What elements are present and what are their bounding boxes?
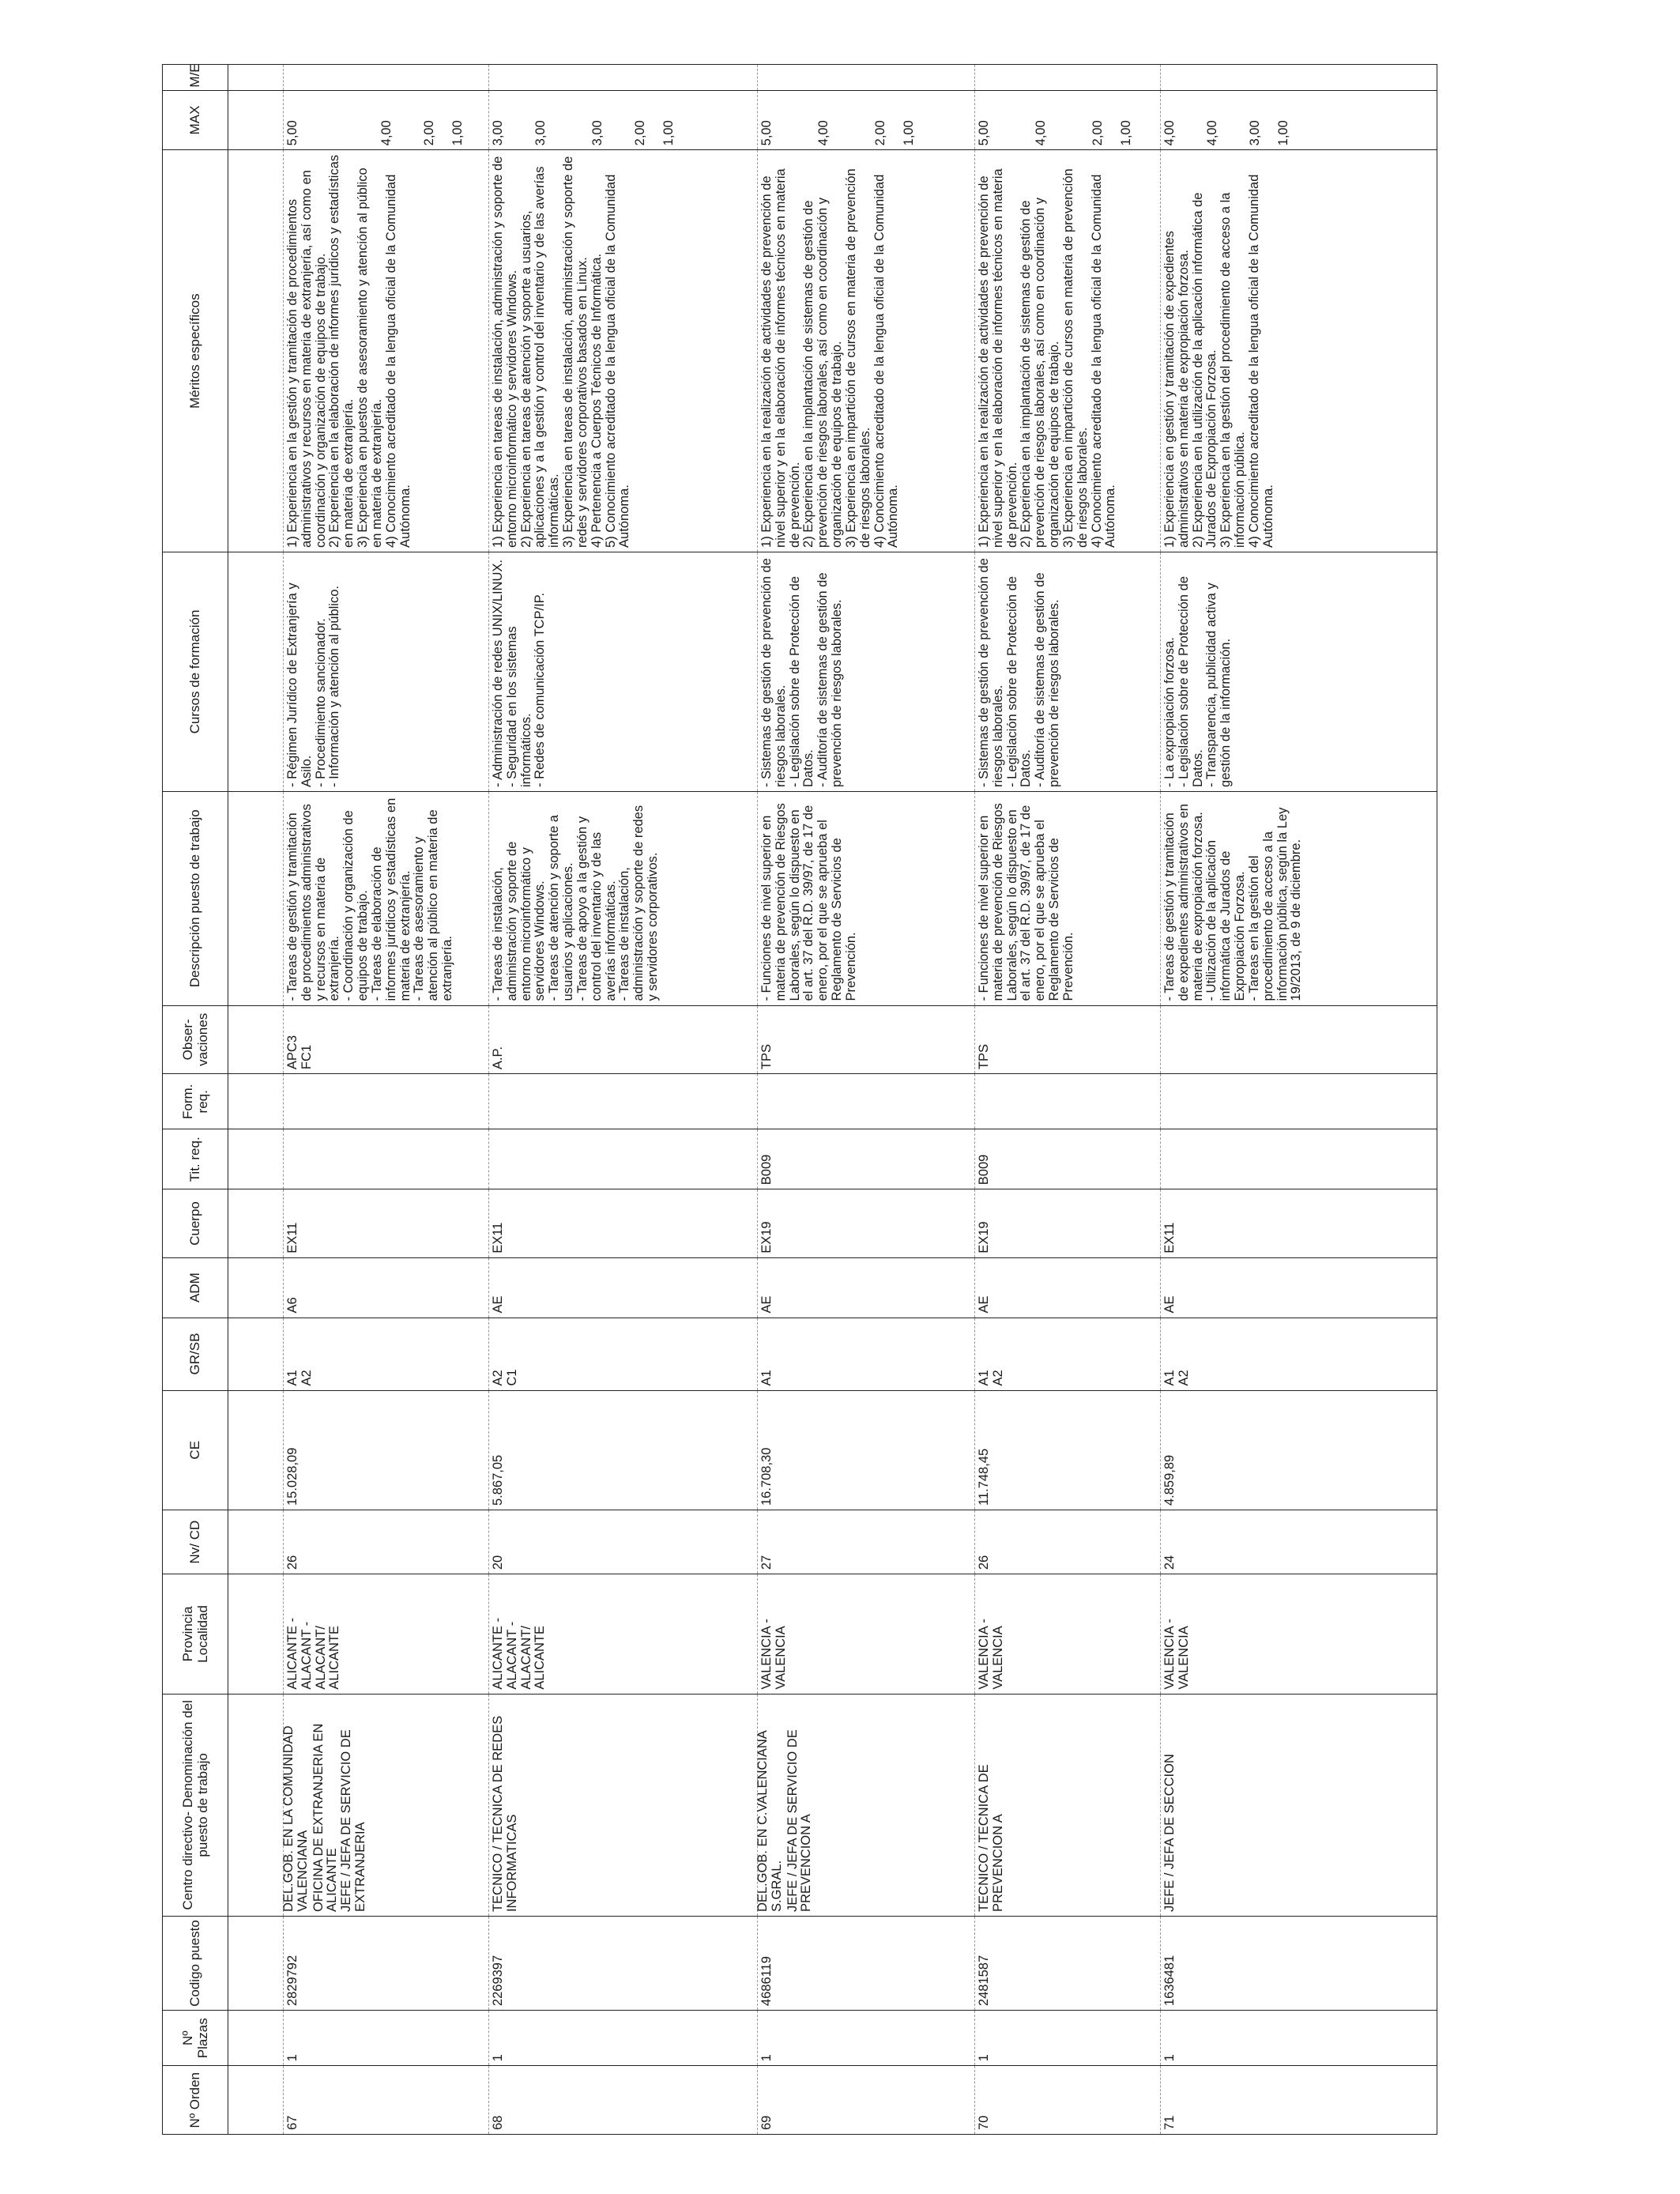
cell-me <box>284 65 489 91</box>
merito-item: 4) Conocimiento acreditado de la lengua oficial de la Comunidad Autónoma. <box>383 174 412 548</box>
merito-item: 3) Experiencia en puestos de asesoramiento y atención al público en materia de extranjería. <box>356 168 384 548</box>
max-value: 3,00 <box>491 120 505 146</box>
cell-me <box>975 65 1161 91</box>
cell-nivel: 26 <box>284 1510 489 1574</box>
cell-tit: B009 <box>758 1129 975 1189</box>
cell-nivel: 20 <box>489 1510 758 1574</box>
cell-cuerpo: EX11 <box>284 1189 489 1258</box>
cell-ce: 16.708,30 <box>758 1390 975 1510</box>
cell-cursos: - Administración de redes UNIX/LINUX. - Seguridad en los sistemas informáticos. - Redes de comunicación TCP/IP. <box>489 552 758 791</box>
cell-tit <box>1161 1129 1437 1189</box>
max-value: 4,00 <box>816 120 831 146</box>
cell-plazas: 1 <box>284 2011 489 2066</box>
cell-form <box>758 1074 975 1129</box>
cell-ce: 5.867,05 <box>489 1390 758 1510</box>
cell-adm: A6 <box>284 1257 489 1318</box>
header-grsb: GR/SB <box>163 1318 228 1390</box>
cell-codigo: 2269397 <box>489 1917 758 2011</box>
positions-table <box>162 64 1437 2135</box>
cell-form <box>1161 1074 1437 1129</box>
max-value: 4,00 <box>1034 120 1048 146</box>
cell-ce: 11.748,45 <box>975 1390 1161 1510</box>
cell-plazas: 1 <box>489 2011 758 2066</box>
cell-descripcion: - Funciones de nivel superior en materia de prevención de Riesgos Laborales, según lo dispuesto en el art. 37 del R.D. 39/97, de 17 de enero, por el que se aprueba el Reglamento de Servicios de Prevención. <box>975 791 1161 1005</box>
max-value: 2,00 <box>873 120 887 146</box>
cell-max <box>975 90 1161 150</box>
cell-adm: AE <box>758 1257 975 1318</box>
cell-adm: AE <box>975 1257 1161 1318</box>
cell-descripcion: - Tareas de instalación, administración y soporte de entorno microinformático y servidores Windows. - Tareas de atención y soporte a usuarios y aplicaciones. - Tareas de apoyo a la gestión y control del inventario y de las averías informáticas. - Tareas de instalación, administración y soporte de redes y servidores corporativos. <box>489 791 758 1005</box>
max-value: 2,00 <box>422 120 436 146</box>
cell-obs <box>1161 1005 1437 1074</box>
cell-cursos: - Régimen Jurídico de Extranjería y Asilo. - Procedimiento sancionador. - Información y atención al público. <box>284 552 489 791</box>
cell-grsb: A1 <box>758 1318 975 1390</box>
cell-provincia: VALENCIA - VALENCIA <box>1161 1574 1437 1695</box>
org-unit-general-secretariat: DEL.GOB. EN C.VALENCIANA S.GRAL. <box>755 1731 784 1913</box>
cell-cuerpo: EX11 <box>1161 1189 1437 1258</box>
cell-cursos: - Sistemas de gestión de prevención de riesgos laborales. - Legislación sobre de Protección de Datos. - Auditoría de sistemas de gestión de prevención de riesgos laborales. <box>758 552 975 791</box>
cell-denominacion: JEFE / JEFA DE SECCION <box>1162 1754 1177 1913</box>
cell-me <box>758 65 975 91</box>
cell-nivel: 24 <box>1161 1510 1437 1574</box>
cell-plazas: 1 <box>975 2011 1161 2066</box>
merito-item: 3) Experiencia en impartición de cursos en materia de prevención de riesgos laborales. <box>1060 168 1090 548</box>
cell-max <box>1161 90 1437 150</box>
cell-meritos <box>758 150 975 552</box>
cell-codigo: 2481587 <box>975 1917 1161 2011</box>
header-obs: Obser- vaciones <box>163 1005 228 1074</box>
cell-obs: TPS <box>975 1005 1161 1074</box>
cell-form <box>284 1074 489 1129</box>
cell-nivel: 26 <box>975 1510 1161 1574</box>
table-row <box>975 65 1161 2135</box>
cell-me <box>1161 65 1437 91</box>
header-centro: Centro directivo- Denominación del puesto de trabajo <box>163 1694 228 1916</box>
cell-centro <box>1161 1694 1437 1916</box>
header-provincia: Provincia Localidad <box>163 1574 228 1695</box>
cell-codigo: 1636481 <box>1161 1917 1437 2011</box>
max-value: 4,00 <box>1205 120 1219 146</box>
header-tit: Tit. req. <box>163 1129 228 1189</box>
header-plazas: Nº Plazas <box>163 2011 228 2066</box>
cell-tit <box>284 1129 489 1189</box>
cell-provincia: VALENCIA - VALENCIA <box>758 1574 975 1695</box>
max-value: 3,00 <box>1248 120 1262 146</box>
header-nivel: Nv/ CD <box>163 1510 228 1574</box>
max-value: 2,00 <box>1090 120 1105 146</box>
cell-adm: AE <box>1161 1257 1437 1318</box>
max-value: 1,00 <box>1276 120 1290 146</box>
merito-item: 2) Experiencia en la elaboración de informes jurídicos y estadísticas en materia de extranjería. <box>327 154 356 548</box>
cell-provincia: ALICANTE - ALACANT - ALACANT/ ALICANTE <box>284 1574 489 1695</box>
cell-orden: 70 <box>975 2066 1161 2135</box>
cell-orden: 69 <box>758 2066 975 2135</box>
header-form: Form. req. <box>163 1074 228 1129</box>
cell-descripcion: - Tareas de gestión y tramitación de expedientes administrativos en materia de expropiación forzosa. - Utilización de la aplicación informática de Jurados de Expropiación Forzosa. - Tareas en la gestión del procedimiento de acceso a la información pública, según la Ley 19/2013, de 9 de diciembre. <box>1161 791 1437 1005</box>
cell-denominacion: TECNICO / TECNICA DE PREVENCION A <box>977 1764 1005 1913</box>
header-orden: Nº Orden <box>163 2066 228 2135</box>
cell-meritos <box>489 150 758 552</box>
header-ce: CE <box>163 1390 228 1510</box>
merito-item: 4) Conocimiento acreditado de la lengua oficial de la Comunidad Autónoma. <box>872 174 901 548</box>
cell-form <box>975 1074 1161 1129</box>
cell-cursos: - Sistemas de gestión de prevención de riesgos laborales. - Legislación sobre de Protección de Datos. - Auditoría de sistemas de gestión de prevención de riesgos laborales. <box>975 552 1161 791</box>
merito-item: 5) Conocimiento acreditado de la lengua oficial de la Comunidad Autónoma. <box>603 174 632 548</box>
cell-obs: A.P. <box>489 1005 758 1074</box>
cell-codigo: 2829792 <box>284 1917 489 2011</box>
org-unit-office: OFICINA DE EXTRANJERIA EN ALICANTE <box>311 1723 340 1913</box>
cell-adm: AE <box>489 1257 758 1318</box>
max-value: 5,00 <box>285 120 299 146</box>
cell-tit <box>489 1129 758 1189</box>
merito-item: 1) Experiencia en la gestión y tramitación de procedimientos administrativos y recursos en materia de extranjería, así como en coordinación y organización de equipos de trabajo. <box>285 170 328 548</box>
merito-item: 1) Experiencia en la realización de actividades de prevención de nivel superior y en la elaboración de informes técnicos en materia de prevención. <box>977 168 1019 548</box>
cell-grsb: A2 C1 <box>489 1318 758 1390</box>
max-value: 4,00 <box>1162 120 1177 146</box>
header-codigo: Codigo puesto <box>163 1917 228 2011</box>
merito-item: 2) Experiencia en la implantación de sistemas de gestión de prevención de riesgos laborales, así como en coordinación y organización de equipos de trabajo. <box>801 197 845 548</box>
cell-ce: 15.028,09 <box>284 1390 489 1510</box>
cell-grsb: A1 A2 <box>1161 1318 1437 1390</box>
merito-item: 4) Pertenencia a Cuerpos Técnicos de Informática. <box>589 253 604 548</box>
max-value: 5,00 <box>977 120 991 146</box>
table-row <box>284 65 489 2135</box>
cell-obs: APC3 FC1 <box>284 1005 489 1074</box>
max-value: 5,00 <box>759 120 774 146</box>
cell-denominacion: TECNICO / TECNICA DE REDES INFORMATICAS <box>491 1715 519 1913</box>
cell-meritos <box>284 150 489 552</box>
merito-item: 2) Experiencia en la implantación de sistemas de gestión de prevención de riesgos laborales, así como en coordinación y organización de equipos de trabajo. <box>1019 197 1062 548</box>
cell-max <box>758 90 975 150</box>
merito-item: 1) Experiencia en gestión y tramitación de expedientes administrativos en materia de expropiación forzosa. <box>1162 231 1191 548</box>
max-value: 1,00 <box>450 120 465 146</box>
cell-max <box>489 90 758 150</box>
merito-item: 1) Experiencia en la realización de actividades de prevención de nivel superior y en la elaboración de informes técnicos en materia de prevención. <box>759 168 802 548</box>
cell-codigo: 4686119 <box>758 1917 975 2011</box>
cell-cursos: - La expropiación forzosa. - Legislación sobre de Protección de Datos. - Transparencia, publicidad activa y gestión de la información. <box>1161 552 1437 791</box>
cell-plazas: 1 <box>758 2011 975 2066</box>
header-meritos: Méritos específicos <box>163 150 228 552</box>
max-value: 1,00 <box>1119 120 1133 146</box>
cell-provincia: ALICANTE - ALACANT - ALACANT/ ALICANTE <box>489 1574 758 1695</box>
max-value: 1,00 <box>661 120 676 146</box>
cell-descripcion: - Funciones de nivel superior en materia de prevención de Riesgos Laborales, según lo dispuesto en el art. 37 del R.D. 39/97, de 17 de enero, por el que se aprueba el Reglamento de Servicios de Prevención. <box>758 791 975 1005</box>
cell-orden: 67 <box>284 2066 489 2135</box>
cell-grsb: A1 A2 <box>975 1318 1161 1390</box>
cell-orden: 68 <box>489 2066 758 2135</box>
merito-item: 4) Conocimiento acreditado de la lengua oficial de la Comunidad Autónoma. <box>1246 174 1275 548</box>
cell-max <box>284 90 489 150</box>
org-unit-delegation: DEL.GOB. EN LA COMUNIDAD VALENCIANA <box>281 1725 310 1913</box>
max-value: 3,00 <box>590 120 605 146</box>
cell-cuerpo: EX11 <box>489 1189 758 1258</box>
cell-plazas: 1 <box>1161 2011 1437 2066</box>
header-me: M/E <box>163 65 228 91</box>
merito-item: 4) Conocimiento acreditado de la lengua oficial de la Comunidad Autónoma. <box>1089 174 1118 548</box>
merito-item: 2) Experiencia en tareas de atención y soporte a usuarios, aplicaciones y a la gestión y control del inventario y de las averías informáticas. <box>518 166 562 548</box>
header-max: MAX <box>163 90 228 150</box>
spacer-row <box>228 65 284 2135</box>
cell-centro <box>489 1694 758 1916</box>
cell-me <box>489 65 758 91</box>
max-value: 3,00 <box>533 120 548 146</box>
cell-meritos <box>1161 150 1437 552</box>
cell-denominacion: JEFE / JEFA DE SERVICIO DE EXTRANJERIA <box>339 1729 368 1913</box>
header-cuerpo: Cuerpo <box>163 1189 228 1258</box>
header-cursos: Cursos de formación <box>163 552 228 791</box>
table-row <box>758 65 975 2135</box>
merito-item: 3) Experiencia en la gestión del procedimiento de acceso a la información pública. <box>1219 192 1248 548</box>
table-row <box>1161 65 1437 2135</box>
cell-tit: B009 <box>975 1129 1161 1189</box>
cell-centro <box>281 1694 489 1916</box>
header-descripcion: Descripción puesto de trabajo <box>163 791 228 1005</box>
cell-form <box>489 1074 758 1129</box>
header-row <box>163 65 228 2135</box>
cell-obs: TPS <box>758 1005 975 1074</box>
cell-denominacion: JEFE / JEFA DE SERVICIO DE PREVENCION A <box>785 1729 814 1913</box>
max-value: 1,00 <box>902 120 916 146</box>
max-value: 2,00 <box>633 120 647 146</box>
merito-item: 2) Experiencia en la utilización de la aplicación informática de Jurados de Expropiación Forzosa. <box>1190 192 1219 548</box>
cell-cuerpo: EX19 <box>758 1189 975 1258</box>
merito-item: 3) Experiencia en impartición de cursos en materia de prevención de riesgos laborales. <box>843 168 872 548</box>
cell-provincia: VALENCIA - VALENCIA <box>975 1574 1161 1695</box>
header-adm: ADM <box>163 1257 228 1318</box>
cell-nivel: 27 <box>758 1510 975 1574</box>
cell-descripcion: - Tareas de gestión y tramitación de procedimientos administrativos y recursos en materia de extranjería. - Coordinación y organización de equipos de trabajo. - Tareas de elaboración de informes jurídicos y estadísticas en materia de extranjería. - Tareas de asesoramiento y atención al público en materia de extranjería. <box>284 791 489 1005</box>
merito-item: 1) Experiencia en tareas de instalación, administración y soporte de entorno microinformático y servidores Windows. <box>491 156 519 548</box>
cell-orden: 71 <box>1161 2066 1437 2135</box>
cell-cuerpo: EX19 <box>975 1189 1161 1258</box>
merito-item: 3) Experiencia en tareas de instalación, administración y soporte de redes y servidores corporativos basados en Linux. <box>561 156 590 548</box>
max-value: 4,00 <box>379 120 394 146</box>
table-row <box>489 65 758 2135</box>
cell-ce: 4.859,89 <box>1161 1390 1437 1510</box>
cell-centro <box>975 1694 1161 1916</box>
cell-centro <box>755 1694 975 1916</box>
cell-grsb: A1 A2 <box>284 1318 489 1390</box>
cell-meritos <box>975 150 1161 552</box>
